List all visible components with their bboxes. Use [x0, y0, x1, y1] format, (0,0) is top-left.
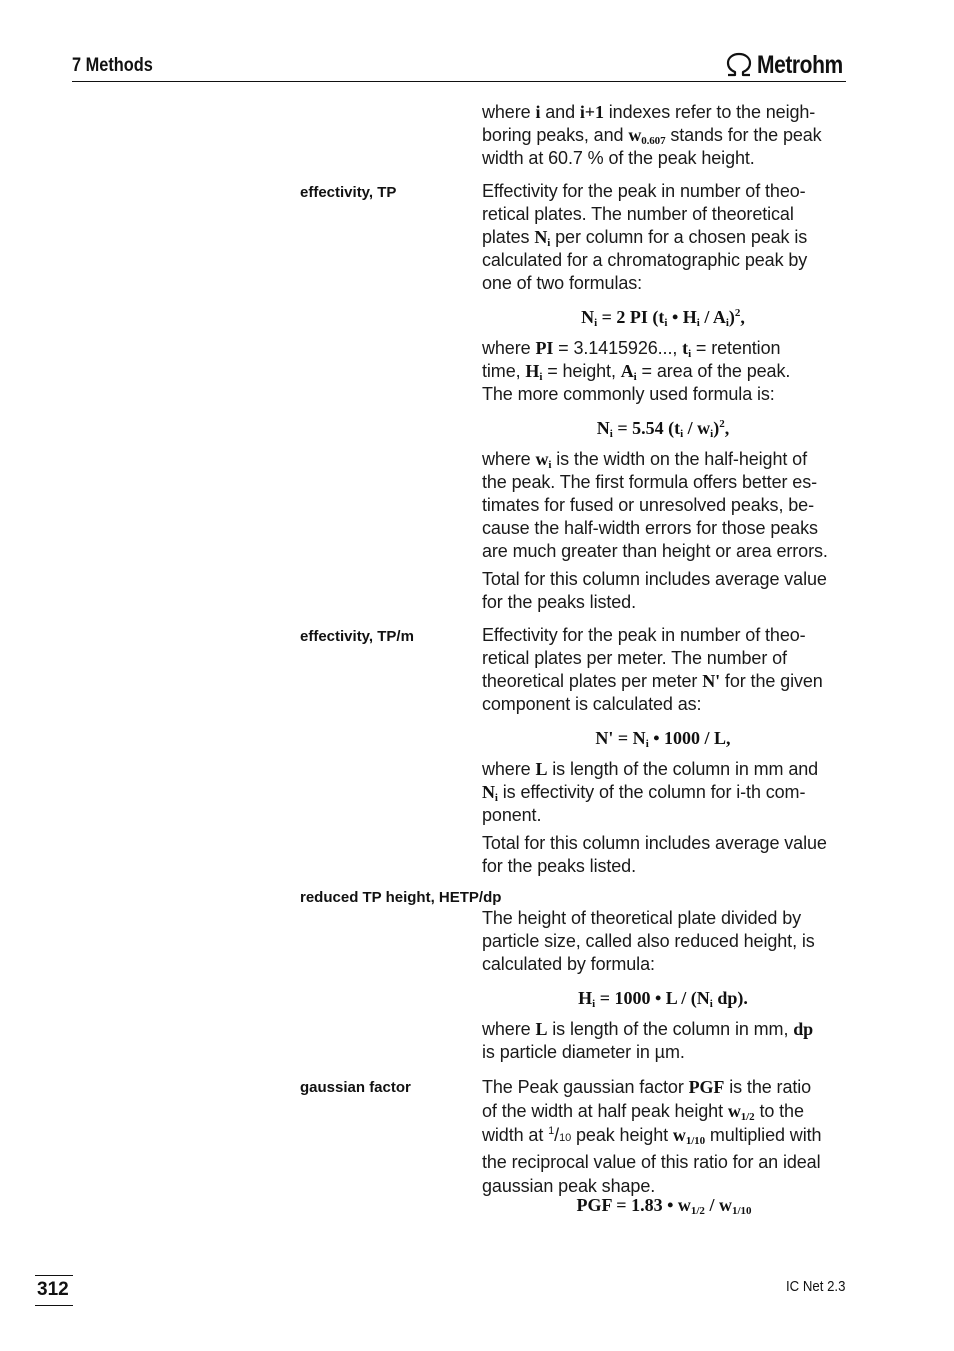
term-effectivity-tp: effectivity, TP — [300, 184, 397, 201]
tpm-paragraph-3: Total for this column includes average value for the peaks listed. — [482, 833, 827, 876]
tpm-paragraph-2: where L is length of the column in mm and $N_i$ is effectivity of the column for i-th com- ponent. — [482, 759, 819, 825]
tp-formula-2: $N_i = 5.54$ $(t_i / w_i)^2$, — [596, 418, 730, 440]
hetp-description: The height of theoretical plate divided by particle size, called also reduced height, is calculated by formula: — [482, 908, 815, 974]
tp-paragraph-4: Total for this column includes average value for the peaks listed. — [482, 569, 827, 612]
tp-description: Effectivity for the peak in number of theo- retical plates. The number of theoretical plates $N_i$ per column for a chosen peak is calculated for a chromatographic peak by one of two formulas: — [482, 181, 808, 293]
gauss-description: The Peak gaussian factor PGF is the ratio of the width at half peak height $w_{1/2}$ to the width at $^1$/10 peak height $w_{1/10}$ multiplied with the reciprocal value of this ratio for an ideal gaussian peak shape. — [482, 1077, 822, 1196]
tp-paragraph-2: where PI = 3.1415926..., $t_i$ = retention time, $H_i$ = height, $A_i$ = area of the peak. The more commonly used formula is: — [482, 338, 791, 404]
term-gaussian-factor: gaussian factor — [300, 1079, 411, 1096]
page-number: 312 — [37, 1279, 69, 1300]
tp-formula-1: $N_i = 2$ PI ($t_i$ • $H_i / A_i)^2$, — [581, 307, 745, 329]
term-reduced-tp-height: reduced TP height, HETP/dp — [300, 889, 502, 906]
term-effectivity-tpm: effectivity, TP/m — [300, 628, 414, 645]
section-title: 7 Methods — [72, 55, 153, 76]
logo-text: Metrohm — [757, 50, 843, 79]
gauss-formula: PGF = 1.83 • $w_{1/2} / w_{1/10}$ — [576, 1195, 752, 1217]
product-name: IC Net 2.3 — [786, 1278, 846, 1295]
tpm-description: Effectivity for the peak in number of theo- retical plates per meter. The number of theoretical plates per meter N' for the given component is calculated as: — [482, 625, 823, 714]
intro-paragraph: where i and i+1 indexes refer to the neigh- boring peaks, and $w_{0.607}$ stands for the peak width at 60.7 % of the peak height. — [482, 102, 822, 168]
hetp-paragraph-2: where L is length of the column in mm, dp is particle diameter in µm. — [482, 1019, 814, 1062]
brand-logo — [724, 51, 859, 79]
tp-paragraph-3: where $w_i$ is the width on the half-height of the peak. The first formula offers better es- timates for fused or unresolved peaks, be- cause the half-width errors for those peaks are much greater than height or area errors. — [482, 449, 828, 561]
hetp-formula: $H_i = 1000$ • L / ($N_i$ dp). — [578, 988, 748, 1010]
header-rule — [72, 81, 846, 82]
tpm-formula: $N' = N_i$ • 1000 / L, — [595, 728, 731, 750]
omega-icon — [724, 52, 754, 78]
